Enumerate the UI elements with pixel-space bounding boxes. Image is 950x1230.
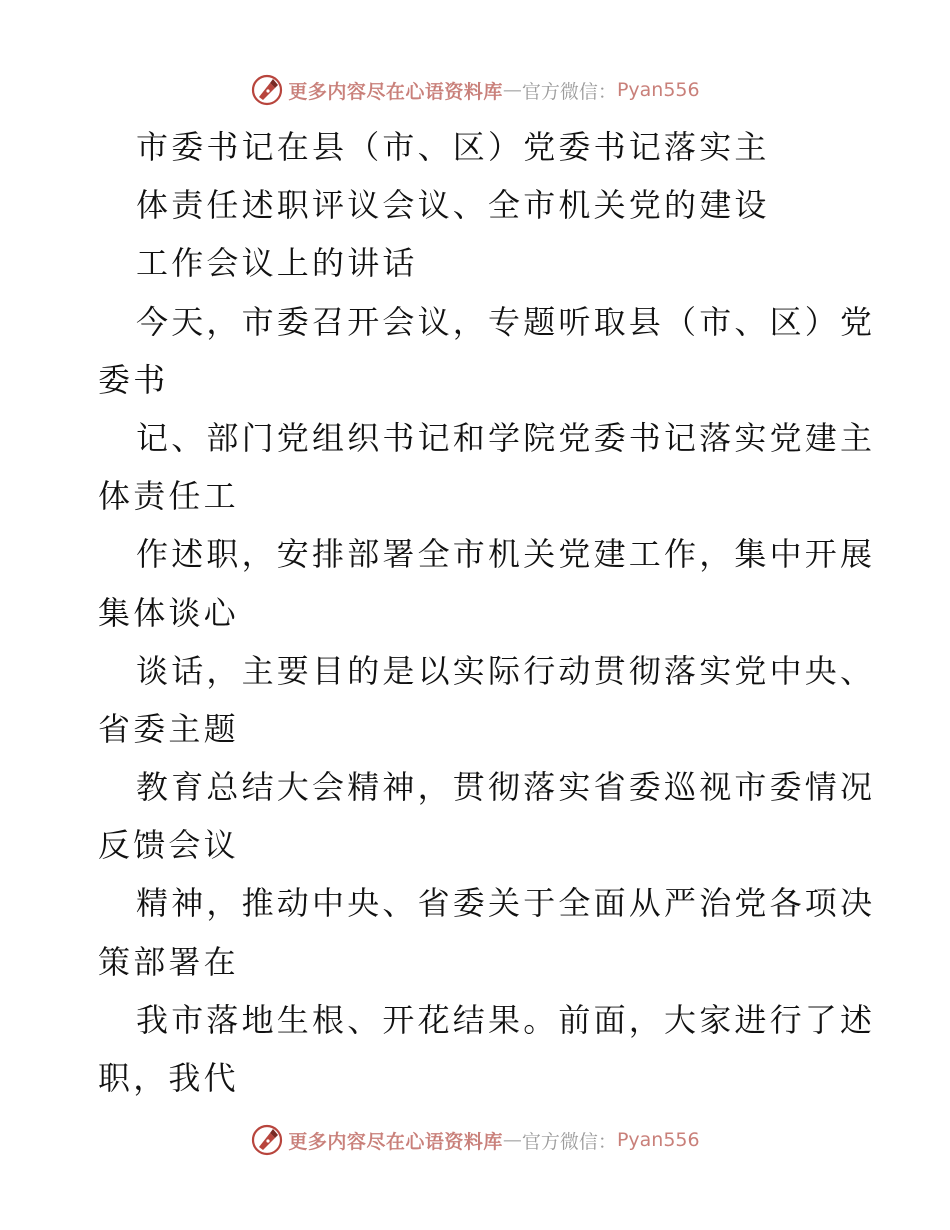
banner-separator: — — [502, 79, 522, 101]
banner-text: 更多内容尽在心语资料库 — [288, 80, 503, 103]
paragraph-line: 记、部门党组织书记和学院党委书记落实党建主 — [136, 418, 876, 457]
paragraph-line: 集体谈心 — [98, 593, 239, 632]
footer-banner — [0, 1120, 950, 1160]
paragraph-line: 委书 — [98, 360, 169, 399]
pen-nib-logo-icon — [250, 1123, 284, 1157]
paragraph-line: 今天，市委召开会议，专题听取县（市、区）党 — [136, 302, 876, 341]
banner-wechat-id: Pyan556 — [616, 1129, 700, 1151]
paragraph-line: 省委主题 — [98, 709, 239, 748]
title-line: 体责任述职评议会议、全市机关党的建设 — [136, 186, 770, 225]
paragraph-line: 策部署在 — [98, 942, 239, 981]
pen-nib-logo-icon — [250, 73, 284, 107]
title-line: 工作会议上的讲话 — [136, 244, 418, 283]
paragraph-line: 职，我代 — [98, 1059, 239, 1097]
banner-wechat-label: 官方微信： — [521, 1130, 617, 1153]
title-line: 市委书记在县（市、区）党委书记落实主 — [136, 128, 770, 166]
paragraph-line: 体责任工 — [98, 477, 239, 516]
paragraph-line: 我市落地生根、开花结果。前面，大家进行了述 — [136, 1000, 876, 1039]
banner-wechat-id: Pyan556 — [616, 79, 700, 101]
banner-wechat-label: 官方微信： — [521, 80, 617, 103]
banner-separator: — — [502, 1129, 522, 1151]
banner-text: 更多内容尽在心语资料库 — [288, 1130, 503, 1153]
paragraph-line: 精神，推动中央、省委关于全面从严治党各项决 — [136, 884, 876, 923]
paragraph-line: 作述职，安排部署全市机关党建工作，集中开展 — [136, 535, 876, 574]
paragraph-line: 谈话，主要目的是以实际行动贯彻落实党中央、 — [136, 651, 876, 690]
document-body — [98, 118, 876, 1107]
header-banner — [0, 70, 950, 110]
paragraph-line: 教育总结大会精神，贯彻落实省委巡视市委情况 — [136, 768, 876, 807]
paragraph-line: 反馈会议 — [98, 826, 239, 865]
